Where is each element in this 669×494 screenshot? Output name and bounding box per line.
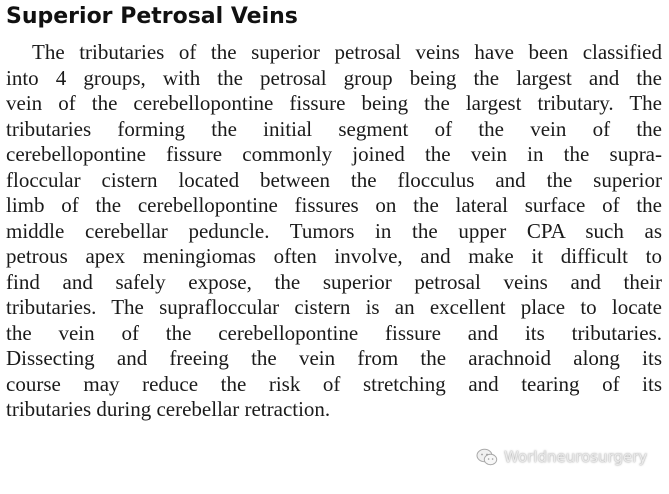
paragraph-line: the vein of the cerebellopontine fissure and its tributaries.	[6, 320, 662, 345]
watermark	[476, 448, 647, 466]
paragraph-line: find and safely expose, the superior petrosal veins and their	[6, 269, 662, 294]
paragraph-line: The tributaries of the superior petrosal veins have been classified	[32, 40, 662, 64]
paragraph-line: limb of the cerebellopontine fissures on the lateral surface of the	[6, 193, 662, 217]
paragraph-line: course may reduce the risk of stretching and tearing of its	[6, 371, 662, 396]
paragraph-line: floccular cistern located between the flocculus and the superior	[6, 167, 662, 192]
paragraph-line: vein of the cerebellopontine fissure being the largest tributary. The	[6, 91, 662, 115]
paragraph-line: cerebellopontine fissure commonly joined the vein in the supra-	[6, 142, 662, 166]
paragraph-line: middle cerebellar peduncle. Tumors in the upper CPA such as	[6, 218, 662, 243]
wechat-icon	[476, 448, 498, 466]
watermark-text: Worldneurosurgery	[504, 448, 648, 466]
section-heading: Superior Petrosal Veins	[6, 4, 298, 29]
paragraph-line: tributaries. The suprafloccular cistern is an excellent place to locate	[6, 295, 662, 319]
paragraph-line: petrous apex meningiomas often involve, and make it difficult to	[6, 244, 662, 268]
paragraph-line: tributaries forming the initial segment of the vein of the	[6, 116, 662, 141]
paragraph-line: tributaries during cerebellar retraction.	[6, 397, 331, 421]
paragraph-line: into 4 groups, with the petrosal group being the largest and the	[6, 65, 662, 90]
paragraph-line: Dissecting and freeing the vein from the arachnoid along its	[6, 346, 662, 370]
body-paragraph	[6, 40, 662, 423]
